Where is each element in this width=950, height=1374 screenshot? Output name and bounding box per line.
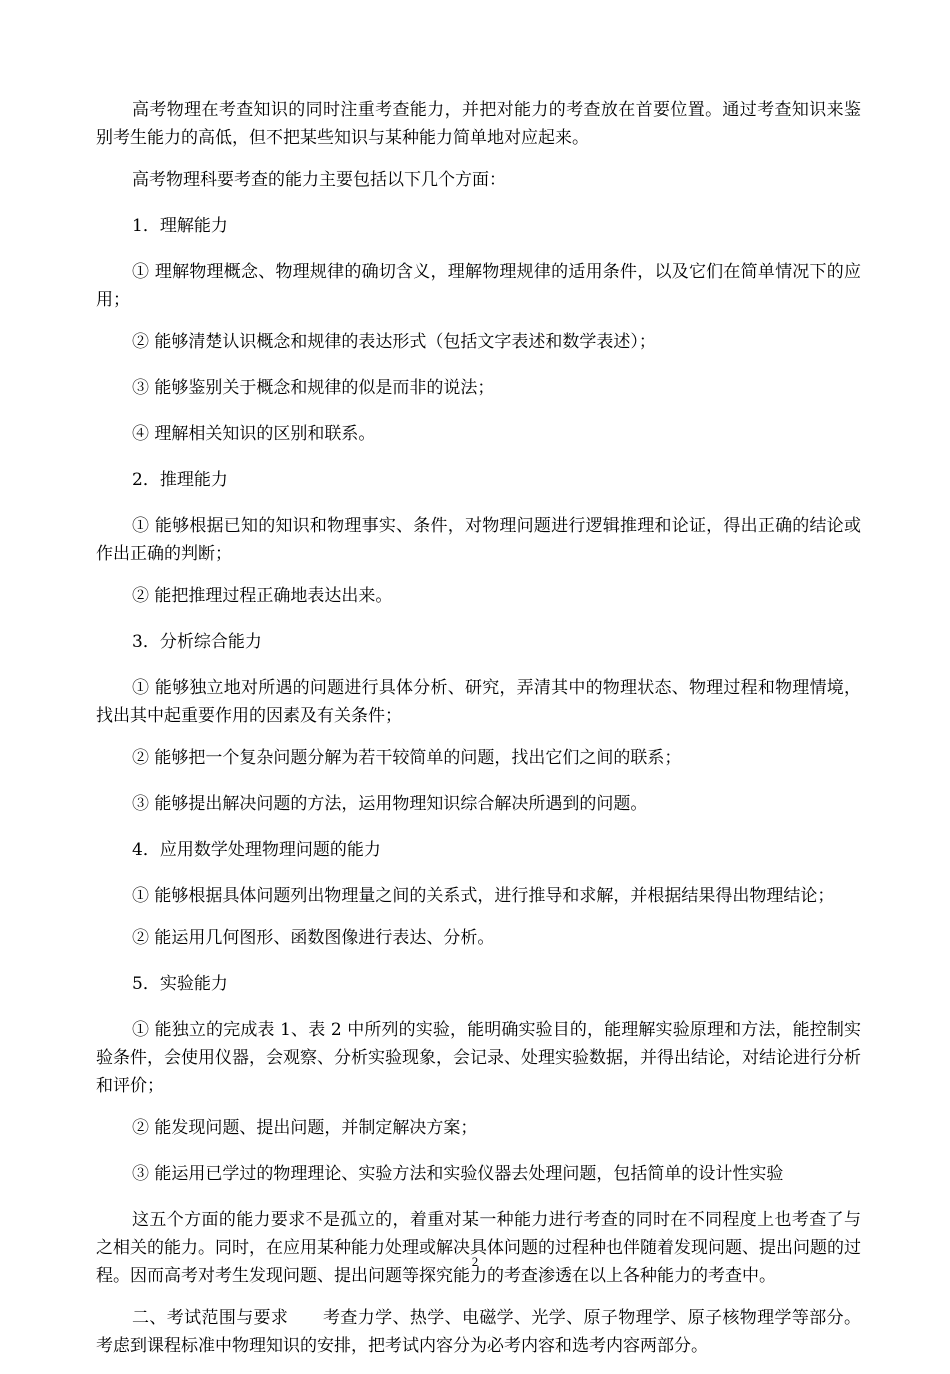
- list-item: ③ 能运用已学过的物理理论、实验方法和实验仪器去处理问题，包括简单的设计性实验: [132, 1164, 784, 1184]
- list-item: ② 能够把一个复杂问题分解为若干较简单的问题，找出它们之间的联系；: [132, 748, 682, 768]
- intro-paragraph: 高考物理在考查知识的同时注重考查能力，并把对能力的考查放在首要位置。通过考查知识来鉴别考生能力的高低，但不把某些知识与某种能力简单地对应起来。: [96, 100, 861, 148]
- section-heading-experiment: 5．实验能力: [132, 974, 228, 994]
- list-item: ③ 能够提出解决问题的方法，运用物理知识综合解决所遇到的问题。: [132, 794, 648, 814]
- document-body: [96, 96, 861, 1374]
- page-number: 2: [471, 1254, 479, 1269]
- section-heading-reasoning: 2．推理能力: [132, 470, 228, 490]
- list-item: ① 能够根据具体问题列出物理量之间的关系式，进行推导和求解，并根据结果得出物理结论；: [132, 886, 835, 906]
- list-item: ② 能够清楚认识概念和规律的表达形式（包括文字表述和数学表述）；: [132, 332, 656, 352]
- list-item: ② 能把推理过程正确地表达出来。: [132, 586, 393, 606]
- list-item: ① 能够根据已知的知识和物理事实、条件，对物理问题进行逻辑推理和论证，得出正确的结论或作出正确的判断；: [96, 516, 861, 564]
- list-item: ① 理解物理概念、物理规律的确切含义，理解物理规律的适用条件，以及它们在简单情况下的应用；: [96, 262, 861, 310]
- summary-paragraph: 这五个方面的能力要求不是孤立的，着重对某一种能力进行考查的同时在不同程度上也考查了与之相关的能力。同时，在应用某种能力处理或解决具体问题的过程种也伴随着发现问题、提出问题的过程。因而高考对考生发现问题、提出问题等探究能力的考查渗透在以上各种能力的考查中。: [96, 1210, 861, 1286]
- ability-list-intro: 高考物理科要考查的能力主要包括以下几个方面：: [132, 170, 506, 190]
- list-item: ① 能独立的完成表 1、表 2 中所列的实验，能明确实验目的，能理解实验原理和方法，能控制实验条件，会使用仪器，会观察、分析实验现象，会记录、处理实验数据，并得出结论，对结论进行分析和评价；: [96, 1020, 861, 1096]
- list-item: ② 能发现问题、提出问题，并制定解决方案；: [132, 1118, 478, 1138]
- list-item: ① 能够独立地对所遇的问题进行具体分析、研究，弄清其中的物理状态、物理过程和物理情境，找出其中起重要作用的因素及有关条件；: [96, 678, 861, 726]
- exam-scope-paragraph: 二、考试范围与要求 考查力学、热学、电磁学、光学、原子物理学、原子核物理学等部分。考虑到课程标准中物理知识的安排，把考试内容分为必考内容和选考内容两部分。: [96, 1308, 861, 1356]
- section-heading-analysis: 3．分析综合能力: [132, 632, 262, 652]
- list-item: ④ 理解相关知识的区别和联系。: [132, 424, 376, 444]
- list-item: ② 能运用几何图形、函数图像进行表达、分析。: [132, 928, 495, 948]
- list-item: ③ 能够鉴别关于概念和规律的似是而非的说法；: [132, 378, 495, 398]
- section-heading-comprehension: 1．理解能力: [132, 216, 228, 236]
- section-heading-math: 4．应用数学处理物理问题的能力: [132, 840, 381, 860]
